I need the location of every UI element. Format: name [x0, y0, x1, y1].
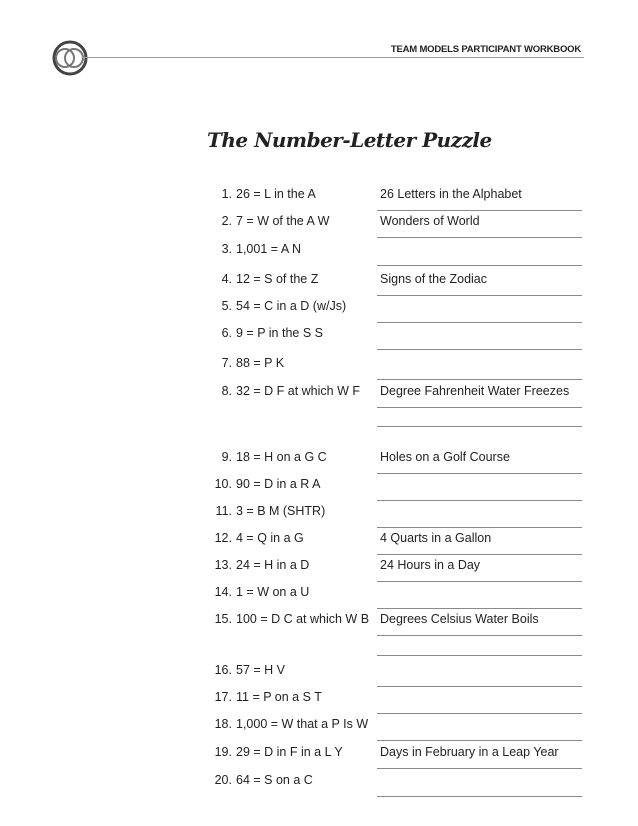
clue [206, 530, 304, 546]
clue [206, 241, 301, 257]
item-number: 12. [214, 531, 232, 545]
answer-line[interactable] [377, 476, 582, 501]
clue [206, 298, 346, 314]
clue [206, 662, 285, 678]
clue [206, 557, 309, 573]
puzzle-item-1 [0, 186, 638, 210]
puzzle-item-7 [0, 355, 638, 379]
clue [206, 325, 323, 341]
puzzle-title: The Number-Letter Puzzle [207, 128, 492, 152]
item-number: 13. [214, 558, 232, 572]
clue [206, 716, 368, 732]
puzzle-item-11 [0, 503, 638, 527]
answer-line[interactable] [377, 744, 582, 769]
puzzle-item-20 [0, 772, 638, 796]
puzzle-item-14 [0, 584, 638, 608]
item-number: 6. [221, 326, 232, 340]
item-number: 7. [221, 356, 232, 370]
puzzle-item-16 [0, 662, 638, 686]
answer-line[interactable] [377, 530, 582, 555]
clue-text: 26 = L in the A [236, 187, 316, 201]
answer-line[interactable] [377, 662, 582, 687]
clue [206, 213, 329, 229]
puzzle-item-17 [0, 689, 638, 713]
item-number: 11. [215, 504, 232, 518]
answer-line[interactable] [377, 689, 582, 714]
answer-text: Degrees Celsius Water Boils [380, 612, 539, 626]
puzzle-item-6 [0, 325, 638, 349]
clue [206, 383, 360, 399]
item-number: 3. [221, 242, 232, 256]
clue-text: 18 = H on a G C [236, 450, 327, 464]
puzzle-item-19 [0, 744, 638, 768]
extra-answer-line[interactable] [377, 426, 582, 427]
answer-line[interactable] [377, 383, 582, 408]
item-number: 8. [221, 384, 232, 398]
item-number: 2. [221, 214, 232, 228]
item-number: 17. [214, 690, 232, 704]
item-number: 9. [221, 450, 232, 464]
answer-line[interactable] [377, 241, 582, 266]
clue [206, 355, 284, 371]
puzzle-item-5 [0, 298, 638, 322]
answer-line[interactable] [377, 186, 582, 211]
item-number: 10. [214, 477, 232, 491]
item-number: 1. [221, 187, 232, 201]
answer-line[interactable] [377, 298, 582, 323]
clue-text: 32 = D F at which W F [236, 384, 360, 398]
item-number: 18. [214, 717, 232, 731]
clue-text: 3 = B M (SHTR) [236, 504, 326, 518]
clue [206, 584, 309, 600]
clue-text: 11 = P on a S T [236, 690, 322, 704]
answer-line[interactable] [377, 772, 582, 797]
item-number: 15. [214, 612, 232, 626]
header-title: TEAM MODELS PARTICIPANT WORKBOOK [390, 44, 581, 55]
clue-text: 64 = S on a C [236, 773, 313, 787]
clue-text: 4 = Q in a G [236, 531, 304, 545]
answer-text: 24 Hours in a Day [380, 558, 481, 572]
answer-line[interactable] [377, 503, 582, 528]
workbook-logo [52, 40, 88, 76]
item-number: 16. [214, 663, 232, 677]
clue-text: 90 = D in a R A [236, 477, 321, 491]
clue-text: 1,000 = W that a P Is W [236, 717, 369, 731]
answer-line[interactable] [377, 584, 582, 609]
item-number: 19. [214, 745, 232, 759]
clue-text: 1,001 = A N [236, 242, 301, 256]
answer-line[interactable] [377, 557, 582, 582]
answer-line[interactable] [377, 325, 582, 350]
clue-text: 9 = P in the S S [236, 326, 323, 340]
clue-text: 57 = H V [236, 663, 285, 677]
item-number: 5. [221, 299, 232, 313]
clue [206, 186, 316, 202]
clue [206, 689, 322, 705]
answer-line[interactable] [377, 611, 582, 636]
clue [206, 611, 369, 627]
puzzle-item-8 [0, 383, 638, 407]
item-number: 14. [214, 585, 232, 599]
answer-line[interactable] [377, 271, 582, 296]
answer-line[interactable] [377, 355, 582, 380]
clue [206, 744, 343, 760]
answer-line[interactable] [377, 213, 582, 238]
puzzle-item-10 [0, 476, 638, 500]
answer-text: Days in February in a Leap Year [380, 745, 559, 759]
answer-line[interactable] [377, 449, 582, 474]
clue-text: 88 = P K [236, 356, 285, 370]
answer-text: Degree Fahrenheit Water Freezes [380, 384, 570, 398]
clue-text: 29 = D in F in a L Y [236, 745, 343, 759]
clue-text: 54 = C in a D (w/Js) [236, 299, 347, 313]
item-number: 20. [214, 773, 232, 787]
clue [206, 271, 318, 287]
clue [206, 503, 325, 519]
clue [206, 449, 327, 465]
clue-text: 7 = W of the A W [236, 214, 330, 228]
answer-text: 4 Quarts in a Gallon [380, 531, 492, 545]
puzzle-item-18 [0, 716, 638, 740]
item-number: 4. [221, 272, 232, 286]
puzzle-item-3 [0, 241, 638, 265]
clue-text: 24 = H in a D [236, 558, 310, 572]
answer-text: 26 Letters in the Alphabet [380, 187, 522, 201]
answer-text: Holes on a Golf Course [380, 450, 510, 464]
puzzle-item-2 [0, 213, 638, 237]
answer-line[interactable] [377, 716, 582, 741]
puzzle-item-13 [0, 557, 638, 581]
clue-text: 1 = W on a U [236, 585, 310, 599]
answer-text: Wonders of World [380, 214, 480, 228]
clue [206, 476, 320, 492]
answer-text: Signs of the Zodiac [380, 272, 488, 286]
header-rule [82, 57, 584, 58]
puzzle-item-9 [0, 449, 638, 473]
clue [206, 772, 313, 788]
clue-text: 100 = D C at which W B [236, 612, 370, 626]
clue-text: 12 = S of the Z [236, 272, 319, 286]
puzzle-item-15 [0, 611, 638, 635]
puzzle-item-12 [0, 530, 638, 554]
puzzle-item-4 [0, 271, 638, 295]
extra-answer-line[interactable] [377, 655, 582, 656]
